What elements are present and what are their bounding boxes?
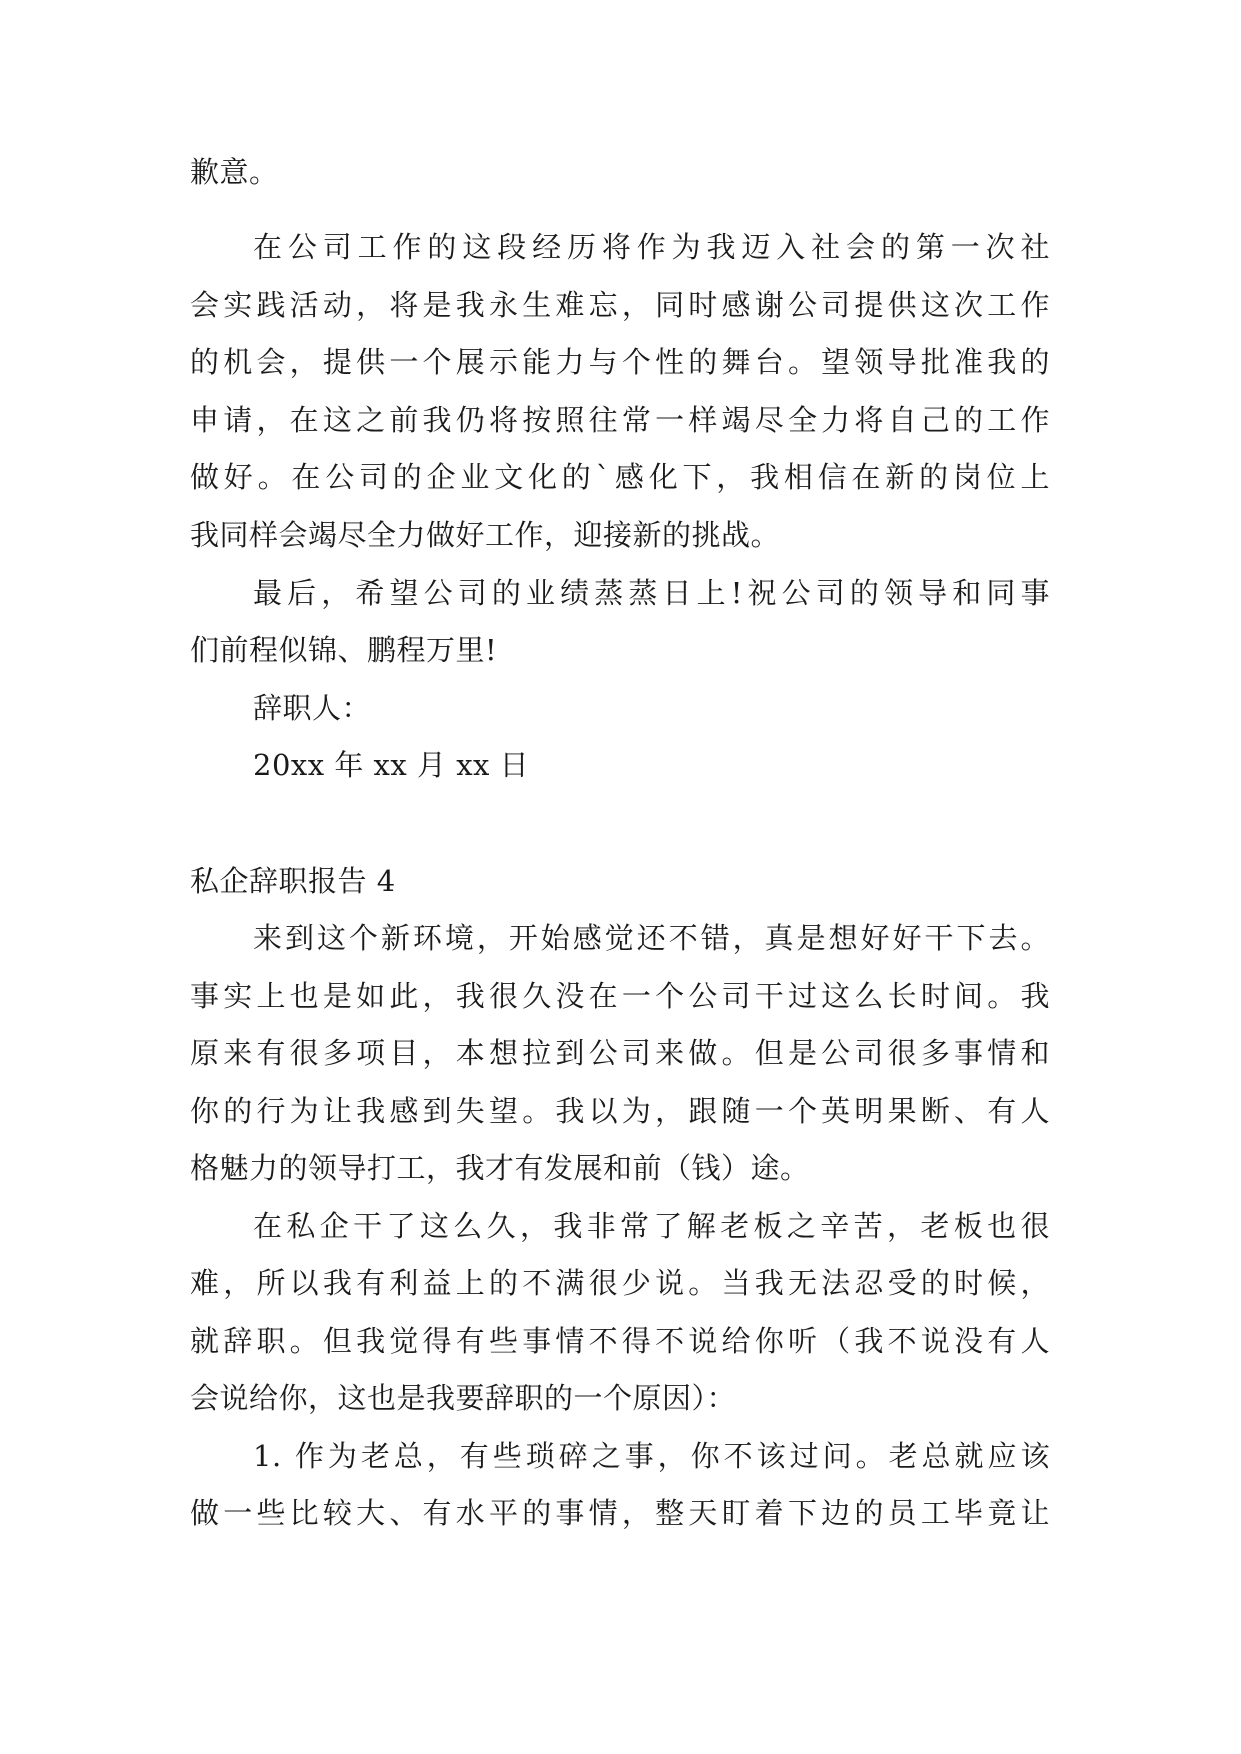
text-line-12: 来到这个新环境，开始感觉还不错，真是想好好干下去。 [253,921,1050,955]
text-line-20: 会说给你，这也是我要辞职的一个原因）： [190,1381,737,1415]
text-line-21: 1. 作为老总，有些琐碎之事，你不该过问。老总就应该 [253,1439,1050,1473]
text-line-0: 歉意。 [190,155,279,189]
text-line-14: 原来有很多项目，本想拉到公司来做。但是公司很多事情和 [190,1036,1050,1070]
text-line-13: 事实上也是如此，我很久没在一个公司干过这么长时间。我 [190,979,1050,1013]
text-line-6: 我同样会竭尽全力做好工作，迎接新的挑战。 [190,518,781,552]
text-line-17: 在私企干了这么久，我非常了解老板之辛苦，老板也很 [253,1209,1050,1243]
text-line-7: 最后，希望公司的业绩蒸蒸日上!祝公司的领导和同事 [253,576,1050,610]
text-line-5: 做好。在公司的企业文化的`感化下，我相信在新的岗位上 [190,460,1050,494]
text-line-15: 你的行为让我感到失望。我以为，跟随一个英明果断、有人 [190,1094,1050,1128]
text-line-2: 会实践活动，将是我永生难忘，同时感谢公司提供这次工作 [190,288,1050,322]
text-line-3: 的机会，提供一个展示能力与个性的舞台。望领导批准我的 [190,345,1050,379]
text-line-8: 们前程似锦、鹏程万里! [190,633,498,667]
text-line-16: 格魅力的领导打工，我才有发展和前（钱）途。 [190,1151,810,1185]
text-line-19: 就辞职。但我觉得有些事情不得不说给你听（我不说没有人 [190,1324,1050,1358]
text-line-22: 做一些比较大、有水平的事情，整天盯着下边的员工毕竟让 [190,1496,1050,1530]
text-line-18: 难，所以我有利益上的不满很少说。当我无法忍受的时候， [190,1266,1050,1300]
text-line-1: 在公司工作的这段经历将作为我迈入社会的第一次社 [253,230,1050,264]
signature-label: 辞职人： [253,691,372,725]
signature-date: 20xx 年 xx 月 xx 日 [253,748,530,782]
section-heading: 私企辞职报告 4 [190,864,396,898]
text-line-4: 申请，在这之前我仍将按照往常一样竭尽全力将自己的工作 [190,403,1050,437]
